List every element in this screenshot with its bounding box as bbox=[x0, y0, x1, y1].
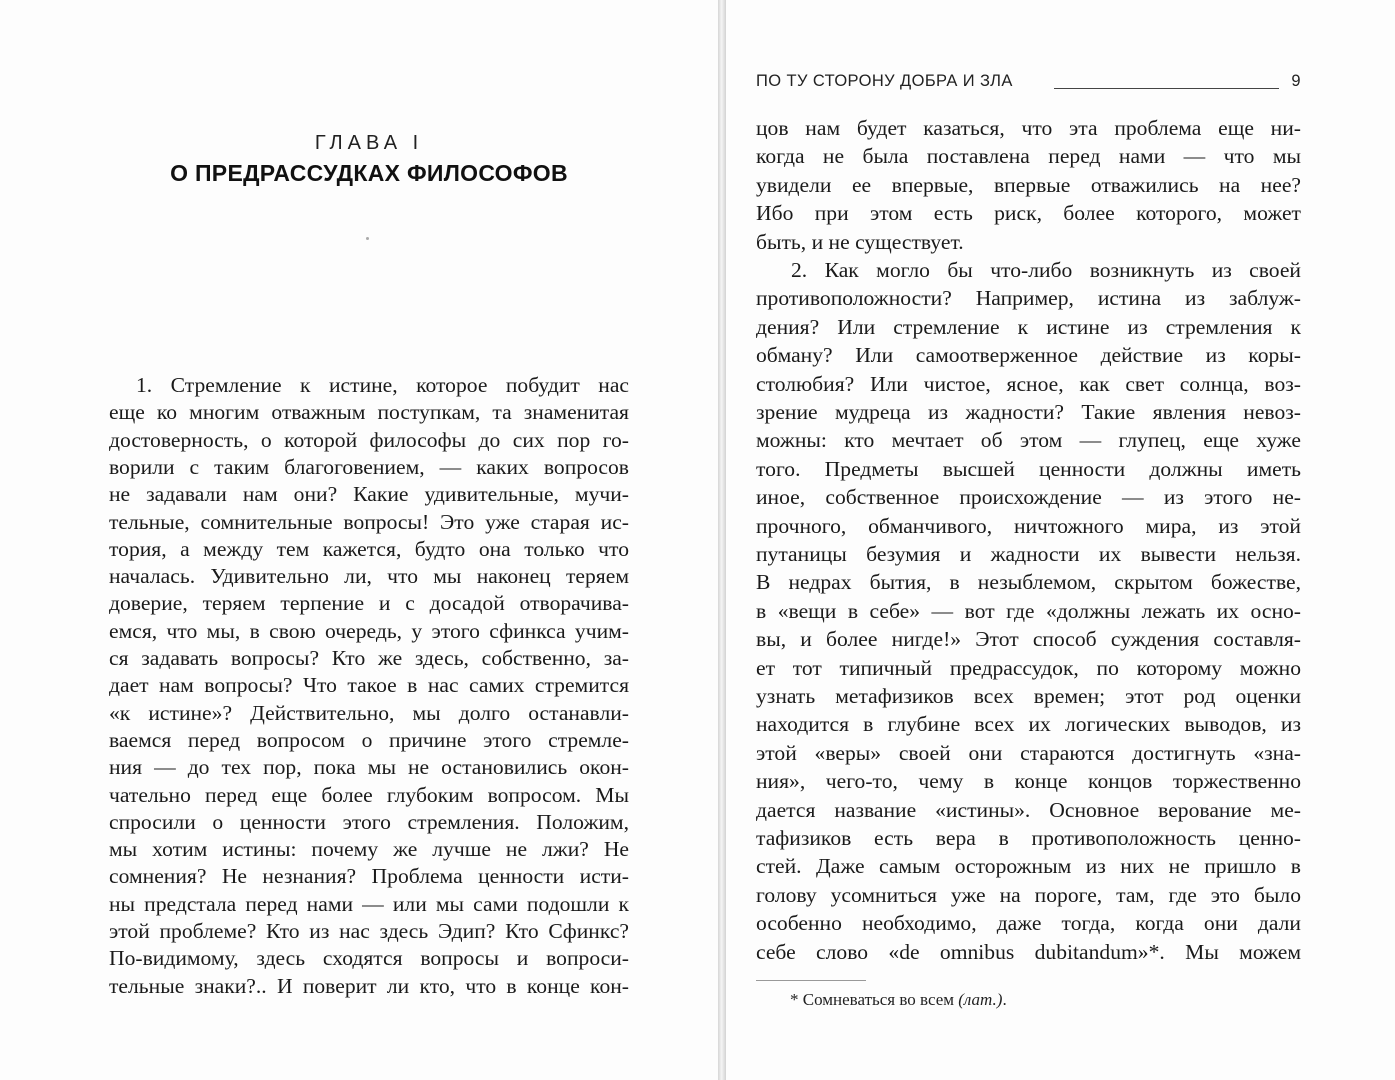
text-line: противоположности? Например, истина из заблуж- bbox=[756, 286, 1301, 311]
footnote-rule bbox=[756, 980, 866, 981]
text-line: емся, что мы, в свою очередь, у этого сфинкса учим- bbox=[109, 618, 629, 643]
running-title: ПО ТУ СТОРОНУ ДОБРА И ЗЛА bbox=[756, 72, 1013, 90]
footnote bbox=[790, 990, 1007, 1010]
text-line: иное, собственное происхождение — из этого не- bbox=[756, 485, 1301, 510]
text-line: в «вещи в себе» — вот где «должны лежать их осно- bbox=[756, 598, 1301, 623]
text-line: ворили с таким благоговением, — каких вопросов bbox=[109, 454, 629, 479]
text-line: того. Предметы высшей ценности должны иметь bbox=[756, 456, 1301, 481]
text-line: 1. Стремление к истине, которое побудит нас bbox=[136, 373, 629, 397]
page-number: 9 bbox=[1291, 72, 1301, 90]
text-line: сомнения? Не незнания? Проблема ценности исти- bbox=[109, 864, 629, 889]
text-line: «к истине»? Действительно, мы долго останавли- bbox=[109, 700, 629, 725]
text-line: мы хотим истины: почему же лучше не лжи? Не bbox=[109, 837, 629, 862]
text-line: спросили о ценности этого стремления. Положим, bbox=[109, 809, 629, 834]
text-line: вы, и более нигде!» Этот способ суждения составля- bbox=[756, 627, 1301, 652]
text-line: особенно необходимо, даже тогда, когда они дали bbox=[756, 911, 1301, 936]
text-line: 2. Как могло бы что-либо возникнуть из своей bbox=[791, 258, 1301, 282]
header-rule bbox=[1054, 88, 1279, 89]
text-line: ны предстала перед нами — или мы сами подошли к bbox=[109, 891, 629, 916]
text-line: тория, а между тем кажется, будто она только что bbox=[109, 536, 629, 561]
text-line: ния — до тех пор, пока мы не остановились окон- bbox=[109, 755, 629, 780]
text-line: дается название «истины». Основное верование ме- bbox=[756, 797, 1301, 822]
text-line: быть, и не существует. bbox=[756, 229, 964, 254]
text-line: тельные знаки?.. И поверит ли кто, что в конце кон- bbox=[109, 973, 629, 998]
text-line: находится в глубине всех их логических выводов, из bbox=[756, 712, 1301, 737]
text-line: По-видимому, здесь сходятся вопросы и вопроси- bbox=[109, 946, 629, 971]
text-line: путаницы безумия и жадности их вывести нельзя. bbox=[756, 542, 1301, 566]
text-line: себе слово «de omnibus dubitandum»*. Мы можем bbox=[756, 939, 1301, 964]
ornament-dot bbox=[366, 237, 369, 240]
text-line: ния», чего-то, чему в конце концов торжественно bbox=[756, 769, 1301, 794]
text-line: стей. Даже самым осторожным из них не пришло в bbox=[756, 854, 1301, 879]
chapter-label: ГЛАВА I bbox=[314, 132, 424, 154]
text-line: прочного, обманчивого, ничтожного мира, из этой bbox=[756, 513, 1301, 538]
text-line: дения? Или стремление к истине из стремления к bbox=[756, 314, 1301, 339]
running-header bbox=[756, 72, 1301, 94]
text-line: ет тот типичный предрассудок, по которому можно bbox=[756, 655, 1301, 680]
text-line: тельные, сомнительные вопросы! Это уже старая ис- bbox=[109, 509, 629, 534]
text-line: В недрах бытия, в незыблемом, скрытом божестве, bbox=[756, 570, 1301, 595]
right-page bbox=[726, 0, 1395, 1080]
text-line: голову усомниться уже на пороге, там, где это было bbox=[756, 882, 1301, 907]
text-line: не задавали нам они? Какие удивительные, мучи- bbox=[109, 482, 629, 507]
chapter-title: О ПРЕДРАССУДКАХ ФИЛОСОФОВ bbox=[170, 160, 568, 186]
text-line: этой проблеме? Кто из нас здесь Эдип? Кто Сфинкс? bbox=[109, 919, 629, 943]
text-line: Ибо при этом есть риск, более которого, может bbox=[756, 201, 1301, 226]
text-line: зрение мудреца из жадности? Такие явления невоз- bbox=[756, 400, 1301, 424]
text-line: можны: кто мечтает об этом — глупец, еще хуже bbox=[756, 428, 1301, 453]
text-line: этой «веры» своей они стараются достигнуть «зна- bbox=[756, 740, 1301, 765]
text-line: столюбия? Или чистое, ясное, как свет солнца, воз- bbox=[756, 371, 1301, 396]
text-line: началась. Удивительно ли, что мы наконец теряем bbox=[109, 564, 629, 589]
text-line: ся задавать вопросы? Кто же здесь, собственно, за- bbox=[109, 646, 629, 670]
text-line: обману? Или самоотверженное действие из коры- bbox=[756, 343, 1301, 368]
text-line: чательно перед еще более глубоким вопросом. Мы bbox=[109, 782, 629, 807]
text-line: цов нам будет казаться, что эта проблема еще ни- bbox=[756, 116, 1301, 140]
book-spine bbox=[718, 0, 726, 1080]
text-line: дает нам вопросы? Что такое в нас самих стремится bbox=[109, 673, 629, 698]
text-line: доверие, теряем терпение и с досадой отворачива- bbox=[109, 591, 629, 616]
text-line: когда не была поставлена перед нами — что мы bbox=[756, 144, 1301, 169]
text-line: ваемся перед вопросом о причине этого стремле- bbox=[109, 727, 629, 752]
text-line: еще ко многим отважным поступкам, та знаменитая bbox=[109, 400, 629, 425]
text-line: узнать метафизиков всех времен; этот род оценки bbox=[756, 684, 1301, 708]
text-line: достоверность, о которой философы до сих пор го- bbox=[109, 427, 629, 452]
footnote-end: . bbox=[1002, 990, 1007, 1009]
footnote-text: * Сомневаться во всем bbox=[790, 990, 955, 1009]
text-line: увидели ее впервые, впервые отважились на нее? bbox=[756, 172, 1301, 197]
footnote-language-note: (лат.) bbox=[958, 990, 1003, 1009]
text-line: тафизиков есть вера в противоположность ценно- bbox=[756, 826, 1301, 850]
